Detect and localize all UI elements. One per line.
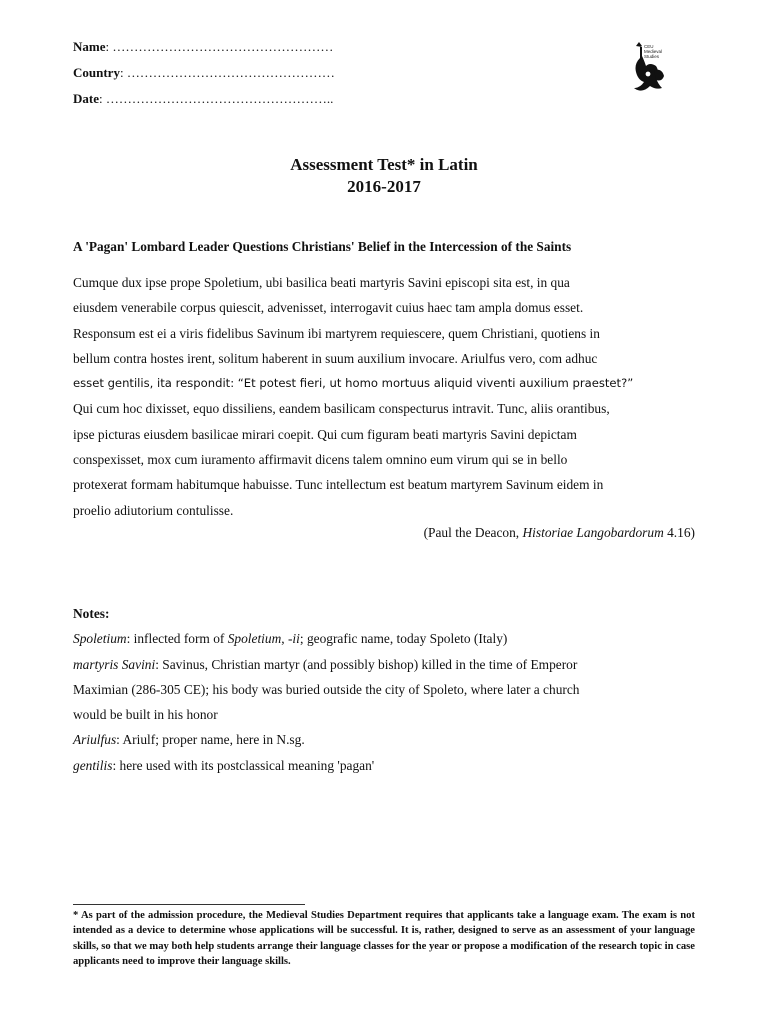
note-continuation: would be built in his honor [73,707,218,723]
applicant-fields [73,34,335,112]
citation-work: Historiae Langobardorum [522,525,664,540]
passage-line: Responsum est ei a viris fidelibus Savinum ibi martyrem requiescere, quem Christiani, quotiens in [73,325,600,341]
note-term: -ii [287,631,300,647]
logo-text [644,44,662,59]
country-field [73,60,335,86]
source-citation [424,525,695,541]
note-item [73,753,695,778]
passage-line: conspexisset, mox cum iuramento affirmavit dicens talem omnino eum virum qui se in bello [73,452,568,468]
note-term: Ariulfus [73,732,117,748]
country-label: Country [73,65,120,80]
date-dots: : …………………………………………….. [99,91,334,106]
note-text: : Ariulf; proper name, here in N.sg. [116,732,305,748]
note-item [73,652,695,677]
country-dots: : ………………………………………… [119,65,335,80]
logo-text-line1: CEU [644,44,654,49]
page-title [0,154,768,198]
note-text: : here used with its postclassical meaning 'pagan' [112,757,375,773]
notes-heading: Notes: [73,606,110,621]
logo-text-line2: Medieval [644,49,663,54]
passage-line: bellum contra hostes irent, solitum haberent in suum auxilium invocare. Ariulfus vero, com adhuc [73,350,598,366]
passage-heading: A 'Pagan' Lombard Leader Questions Christians' Belief in the Intercession of the Saints [73,239,572,254]
note-continuation: Maximian (286-305 CE); his body was buried outside the city of Spoleto, where later a church [73,681,580,697]
passage-line: proelio adiutorium contulisse. [73,502,234,518]
name-field [73,34,335,60]
date-field [73,86,335,112]
passage-line: eiusdem venerabile corpus quiescit, advenisset, interrogavit cuius haec tam ampla domus esset. [73,300,584,316]
title-line2: 2016-2017 [347,177,421,196]
citation-suffix: 4.16) [663,525,695,540]
note-term: gentilis [73,757,113,773]
passage-line: ipse picturas eiusdem basilicae mirari coepit. Qui cum figuram beati martyris Savini depictam [73,426,577,442]
name-dots: : …………………………………………… [105,39,334,54]
name-label: Name [73,39,106,54]
note-text: ; geografic name, today Spoleto (Italy) [299,631,508,647]
latin-passage [73,270,695,523]
footnote-divider [73,904,305,905]
passage-line: esset gentilis, ita respondit: “Et potest fieri, ut homo mortuus aliquid viventi auxilium praestet?” [73,376,634,391]
note-text: , [281,631,288,647]
note-text: : inflected form of [126,631,228,647]
title-line1: Assessment Test* in Latin [290,155,478,174]
note-term: Spoletium [227,631,282,647]
note-term: martyris Savini [73,656,156,672]
logo-text-line3: Studies [644,54,660,59]
note-text: : Savinus, Christian martyr (and possibly bishop) killed in the time of Emperor [155,656,578,672]
note-item [73,727,695,752]
citation-prefix: (Paul the Deacon, [423,525,523,540]
passage-line: protexerat formam habitumque habuisse. Tunc intellectum est beatum martyrem Savinum eidem in [73,477,604,493]
notes-section [73,601,695,778]
note-term: Spoletium [73,631,127,647]
footnote: * As part of the admission procedure, the Medieval Studies Department requires that applicants take a language exam. The exam is not intended as a device to determine whose applications will be successful. It is, rather, designed to serve as an assessment of your language skills, so that we may both help students arrange their language classes for the year or propose a modification of the research topic in case applicants need to improve their language skills. [73,910,695,968]
note-item [73,626,695,651]
passage-line: Cumque dux ipse prope Spoletium, ubi basilica beati martyris Savini episcopi sita est, in qua [73,275,570,290]
passage-line: Qui cum hoc dixisset, equo dissiliens, eandem basilicam conspecturus intravit. Tunc, aliis orantibus, [73,401,610,417]
date-label: Date [73,91,99,106]
